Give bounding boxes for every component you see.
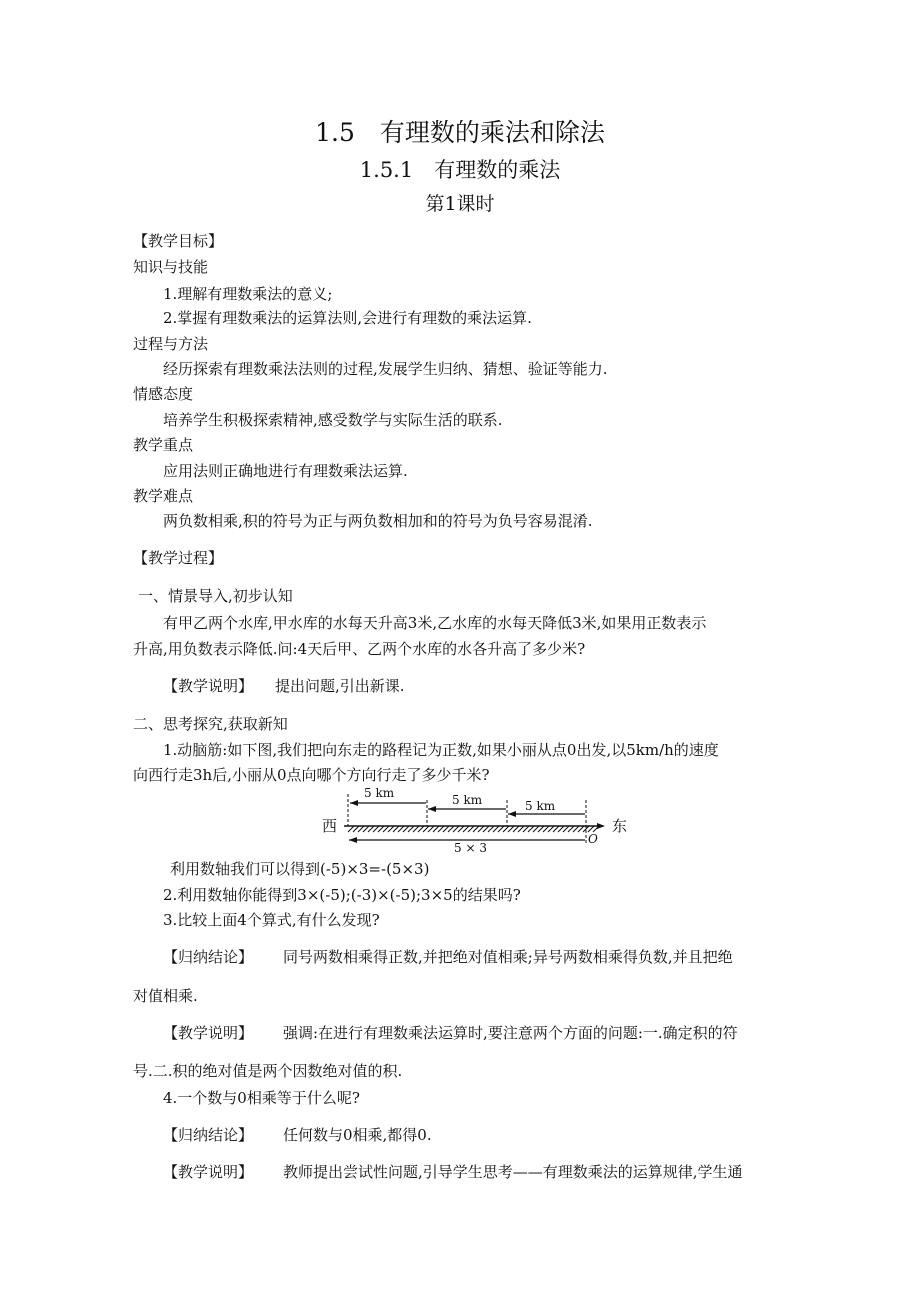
segment-label-1: 5 km <box>364 786 395 800</box>
section-subtitle: 1.5.1 有理数的乘法 <box>359 158 561 182</box>
road-hatching <box>348 826 599 832</box>
segment-label-2: 5 km <box>452 793 483 807</box>
page-title: 1.5 有理数的乘法和除法 <box>315 118 605 147</box>
emotion-heading: 情感态度 <box>133 385 194 403</box>
difficulty-item-1: 两负数相乘,积的符号为正与两负数相加和的符号为负号容易混淆. <box>163 512 593 530</box>
note-2-label: 【教学说明】 <box>163 1024 254 1042</box>
question-4: 4.一个数与0相乘等于什么呢? <box>163 1089 360 1107</box>
segment-label-3: 5 km <box>525 799 556 813</box>
section-1-paragraph-line-2: 升高,用负数表示降低.问:4天后甲、乙两个水库的水各升高了多少米? <box>133 640 586 658</box>
knowledge-item-2: 2.掌握有理数乘法的运算法则,会进行有理数的乘法运算. <box>163 309 532 327</box>
section-1-note-label: 【教学说明】 <box>163 677 254 695</box>
question-1-line-1: 1.动脑筋:如下图,我们把向东走的路程记为正数,如果小丽从点0出发,以5km/h的速度 <box>163 741 719 759</box>
segment-arrowhead-1 <box>350 800 358 806</box>
knowledge-heading: 知识与技能 <box>133 258 209 276</box>
section-1-note: 提出问题,引出新课. <box>275 677 405 695</box>
total-arrowhead <box>349 837 357 843</box>
question-1-line-2: 向西行走3h后,小丽从0点向哪个方向行走了多少千米? <box>133 766 490 784</box>
section-1-heading: 一、情景导入,初步认知 <box>138 587 293 605</box>
segment-arrowhead-2 <box>428 806 436 812</box>
conclusion-1-label: 【归纳结论】 <box>163 948 254 966</box>
key-item-1: 应用法则正确地进行有理数乘法运算. <box>163 462 408 480</box>
note-2-line-2: 号.二.积的绝对值是两个因数绝对值的积. <box>133 1062 403 1080</box>
number-line-diagram <box>318 786 638 852</box>
emotion-item-1: 培养学生积极探索精神,感受数学与实际生活的联系. <box>163 411 503 429</box>
knowledge-item-1: 1.理解有理数乘法的意义; <box>163 285 333 303</box>
number-line-result: 利用数轴我们可以得到(-5)×3=-(5×3) <box>170 860 430 878</box>
origin-label: O <box>588 832 598 846</box>
total-label: 5 × 3 <box>454 841 487 852</box>
difficulty-heading: 教学难点 <box>133 487 194 505</box>
east-arrowhead <box>597 823 605 829</box>
process-section-heading: 【教学过程】 <box>133 549 224 567</box>
section-1-paragraph-line-1: 有甲乙两个水库,甲水库的水每天升高3米,乙水库的水每天降低3米,如果用正数表示 <box>163 614 707 632</box>
question-2: 2.利用数轴你能得到3×(-5);(-3)×(-5);3×5的结果吗? <box>163 886 521 904</box>
lesson-label: 第1课时 <box>425 193 495 215</box>
conclusion-2-label: 【归纳结论】 <box>163 1126 254 1144</box>
east-label: 东 <box>612 817 628 835</box>
process-item-1: 经历探索有理数乘法法则的过程,发展学生归纳、猜想、验证等能力. <box>163 360 608 378</box>
goals-heading: 【教学目标】 <box>133 232 224 250</box>
note-2-line-1: 强调:在进行有理数乘法运算时,要注意两个方面的问题:一.确定积的符 <box>283 1024 738 1042</box>
conclusion-2: 任何数与0相乘,都得0. <box>283 1126 432 1144</box>
section-2-heading: 二、思考探究,获取新知 <box>133 715 288 733</box>
note-3: 教师提出尝试性问题,引导学生思考——有理数乘法的运算规律,学生通 <box>283 1163 743 1181</box>
conclusion-1-line-2: 对值相乘. <box>133 987 198 1005</box>
note-3-label: 【教学说明】 <box>163 1163 254 1181</box>
key-heading: 教学重点 <box>133 436 194 454</box>
west-label: 西 <box>322 817 338 835</box>
process-heading: 过程与方法 <box>133 335 209 353</box>
conclusion-1-line-1: 同号两数相乘得正数,并把绝对值相乘;异号两数相乘得负数,并且把绝 <box>283 948 733 966</box>
question-3: 3.比较上面4个算式,有什么发现? <box>163 911 380 929</box>
segment-arrowhead-3 <box>508 811 516 817</box>
